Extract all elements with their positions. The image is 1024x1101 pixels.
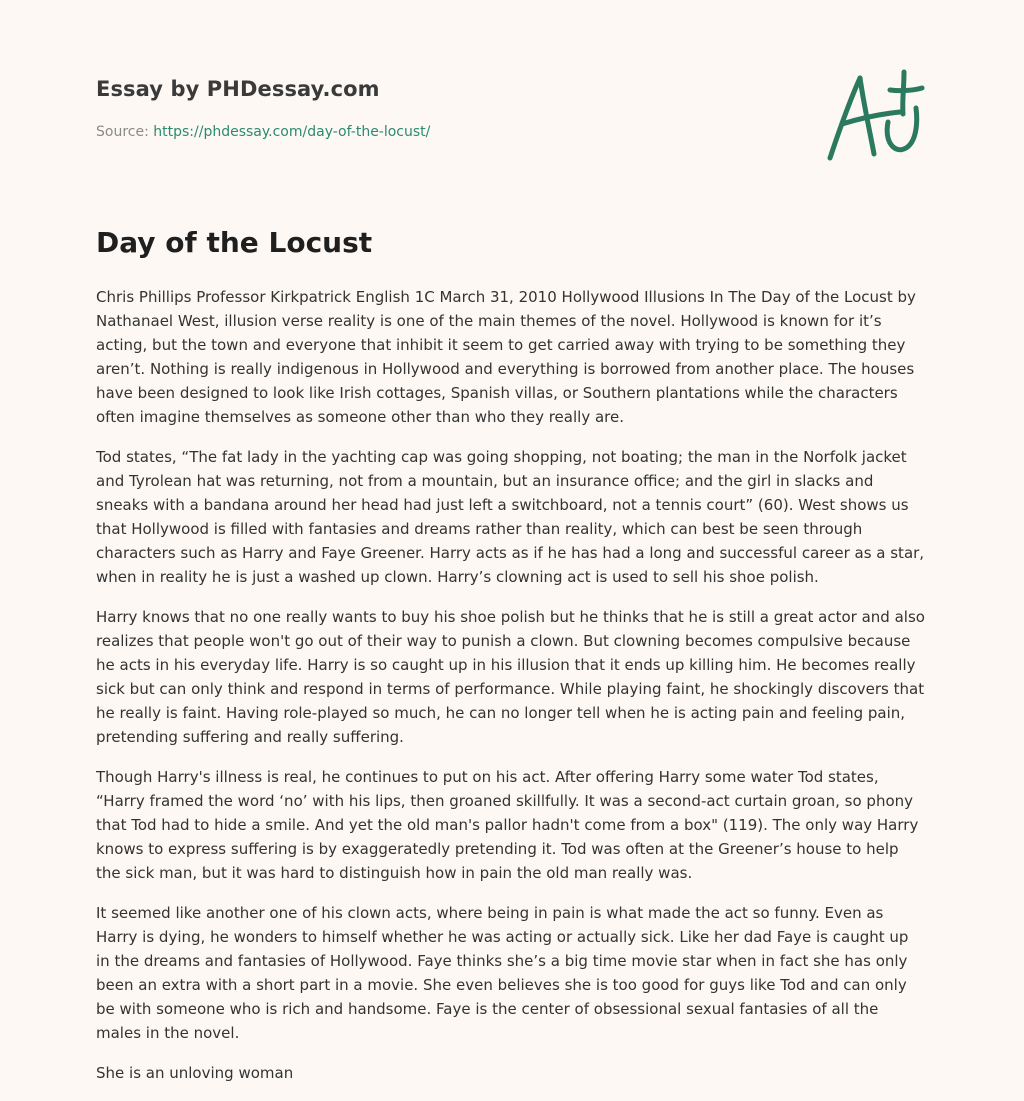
site-brand: Essay by PHDessay.com	[96, 77, 380, 101]
essay-paragraph: Harry knows that no one really wants to buy his shoe polish but he thinks that he is still a great actor and also realizes that people won't go out of their way to punish a clown. But clowning becomes compulsive because he acts in his everyday life. Harry is so caught up in his illusion that it ends up killing him. He becomes really sick but can only think and respond in terms of performance. While playing faint, he shockingly discovers that he really is faint. Having role-played so much, he can no longer tell when he is acting pain and feeling pain, pretending suffering and really suffering.	[96, 608, 925, 746]
essay-title: Day of the Locust	[96, 226, 373, 259]
essay-paragraph: Though Harry's illness is real, he continues to put on his act. After offering Harry some water Tod states, “Harry framed the word ‘no’ with his lips, then groaned skillfully. It was a second-act curtain groan, so phony that Tod had to hide a smile. And yet the old man's pallor hadn't come from a box" (119). The only way Harry knows to express suffering is by exaggeratedly pretending it. Tod was often at the Greener’s house to help the sick man, but it was hard to distinguish how in pain the old man really was.	[96, 768, 919, 882]
essay-paragraph: She is an unloving woman	[96, 1064, 294, 1082]
essay-paragraph: Tod states, “The fat lady in the yachting cap was going shopping, not boating; the man in the Norfolk jacket and Tyrolean hat was returning, not from a mountain, but an insurance office; and the girl in slacks and sneaks with a bandana around her head had just left a switchboard, not a tennis court” (60). West shows us that Hollywood is filled with fantasies and dreams rather than reality, which can best be seen through characters such as Harry and Faye Greener. Harry acts as if he has had a long and successful career as a star, when in reality he is just a washed up clown. Harry’s clowning act is used to sell his shoe polish.	[96, 448, 925, 586]
essay-paragraph: It seemed like another one of his clown acts, where being in pain is what made the act so funny. Even as Harry is dying, he wonders to himself whether he was acting or actually sick. Like her dad Faye is caught up in the dreams and fantasies of Hollywood. Faye thinks she’s a big time movie star when in fact she has only been an extra with a short part in a movie. She even believes she is too good for guys like Tod and can only be with someone who is rich and handsome. Faye is the center of obsessional sexual fantasies of all the males in the novel.	[96, 904, 909, 1042]
source-line	[96, 124, 430, 140]
essay-body	[96, 285, 926, 1101]
source-label: Source:	[96, 124, 149, 140]
a-plus-grade-icon	[824, 68, 928, 164]
essay-paragraph: Chris Phillips Professor Kirkpatrick English 1C March 31, 2010 Hollywood Illusions In The Day of the Locust by Nathanael West, illusion verse reality is one of the main themes of the novel. Hollywood is known for it’s acting, but the town and everyone that inhibit it seem to get carried away with trying to be something they aren’t. Nothing is really indigenous in Hollywood and everything is borrowed from another place. The houses have been designed to look like Irish cottages, Spanish villas, or Southern plantations while the characters often imagine themselves as someone other than who they really are.	[96, 288, 916, 426]
source-link[interactable]: https://phdessay.com/day-of-the-locust/	[153, 124, 431, 140]
